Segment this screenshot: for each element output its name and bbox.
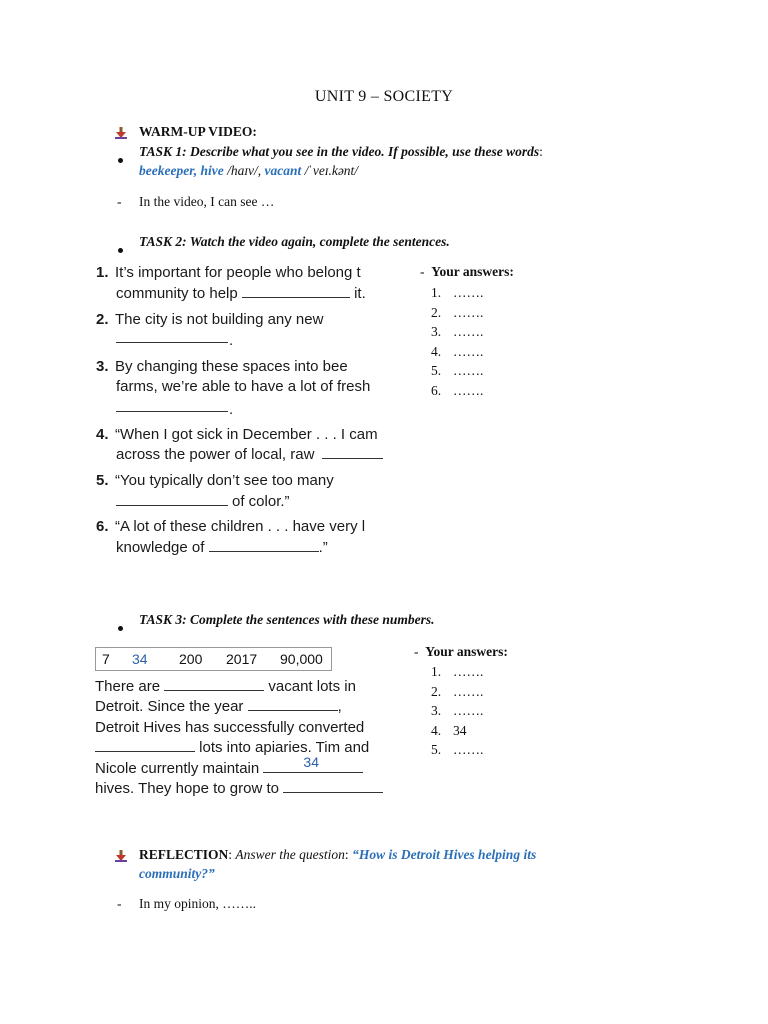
reflection-dash: -: [117, 896, 122, 911]
blank-line: [164, 676, 264, 691]
answer-item[interactable]: 1. …….: [431, 285, 484, 300]
blank-line: [322, 458, 383, 459]
task2-question-1: 1. It’s important for people who belong t: [96, 264, 361, 281]
handwritten-answer: 34: [303, 754, 319, 770]
blank-line: [116, 342, 228, 343]
blank-line: [283, 778, 383, 793]
task1-words: beekeeper, hive /haɪv/, vacant /ˈveɪ.kənt/: [139, 163, 359, 178]
blank-line: [209, 537, 319, 552]
answer-item[interactable]: 6. …….: [431, 382, 484, 398]
number-option: 7: [102, 651, 110, 667]
task1-instruction: TASK 1: Describe what you see in the video. If possible, use these words:: [139, 144, 543, 159]
word-hive: hive: [200, 163, 224, 178]
arrow-down-bullet-icon: [115, 127, 127, 139]
task2-sentences-image: 1. It’s important for people who belong t community to help it. 2. The city is not building any new . 3. By changing these spaces into bee farms, we’re able to have a lot of fresh . 4. “When I got sick in December . . . I cam across the power of local, raw 5. “You typically don’t see too many of color.” 6. “A lot of these children . . . have very l knowledge of .”: [96, 262, 383, 562]
task2-answers-heading: - Your answers:: [420, 264, 514, 279]
blank-line: [242, 283, 350, 298]
reflection-question: “How is Detroit Hives helping its: [352, 847, 537, 862]
task2-bullet: [118, 240, 123, 258]
number-option: 200: [179, 651, 203, 667]
number-option: 90,000: [280, 651, 323, 667]
blank-line: [95, 737, 195, 752]
answer-item[interactable]: 3. …….: [431, 703, 484, 718]
answer-item[interactable]: 2. …….: [431, 683, 484, 699]
warmup-heading: WARM-UP VIDEO:: [139, 124, 257, 139]
task3-bullet: [118, 618, 123, 636]
reflection-question-cont: community?”: [139, 866, 215, 881]
reflection-line-1: REFLECTION: Answer the question: “How is Detroit Hives helping its: [139, 847, 537, 862]
word-vacant: vacant: [264, 163, 302, 178]
task3-instruction: TASK 3: Complete the sentences with these numbers.: [139, 612, 435, 627]
task2-question-5: 5. “You typically don’t see too many: [96, 472, 334, 489]
answer-item[interactable]: 5. …….: [431, 742, 484, 757]
answer-item[interactable]: 4. 34: [431, 722, 467, 738]
task2-answers-list: [431, 283, 483, 400]
blank-line: [116, 411, 228, 412]
reflection-arrow-bullet: [115, 849, 127, 867]
task1-bullet: [118, 150, 123, 168]
page-title: UNIT 9 – SOCIETY: [314, 88, 454, 105]
blank-line-filled: [263, 754, 363, 773]
answer-item[interactable]: 5. …….: [431, 363, 484, 378]
ipa-vacant: /ˈveɪ.kənt/: [301, 163, 359, 178]
arrow-down-bullet-icon: [115, 850, 127, 862]
warmup-prompt: In the video, I can see …: [139, 194, 275, 209]
answer-item[interactable]: 3. …….: [431, 324, 484, 339]
warmup-arrow-bullet: [115, 126, 127, 144]
word-beekeeper: beekeeper: [139, 163, 194, 178]
task2-question-4: 4. “When I got sick in December . . . I cam: [96, 426, 378, 443]
task3-answers-list: [431, 662, 483, 760]
task2-question-2: 2. The city is not building any new: [96, 311, 324, 328]
blank-line: [248, 696, 338, 711]
reflection-heading: REFLECTION: [139, 847, 229, 862]
warmup-dash: -: [117, 194, 122, 209]
ipa-hive: /haɪv/,: [223, 163, 265, 178]
answer-item[interactable]: 2. …….: [431, 304, 484, 320]
task2-instruction: TASK 2: Watch the video again, complete the sentences.: [139, 234, 450, 249]
number-option: 2017: [226, 651, 258, 667]
task3-answers-heading: - Your answers:: [414, 644, 508, 659]
answer-item[interactable]: 1. …….: [431, 664, 484, 679]
task3-passage: There are vacant lots in Detroit. Since the year , Detroit Hives has successfully converted lots into apiaries. Tim and Nicole currently maintain 34 hives. They hope to grow to: [95, 676, 385, 801]
answer-item[interactable]: 4. …….: [431, 343, 484, 359]
task2-question-6: 6. “A lot of these children . . . have very l: [96, 518, 366, 535]
number-bank: [95, 647, 332, 671]
blank-line: [116, 505, 228, 506]
task2-question-3: 3. By changing these spaces into bee: [96, 358, 348, 375]
reflection-prompt: In my opinion, ……..: [139, 896, 256, 911]
number-option: 34: [132, 651, 148, 667]
